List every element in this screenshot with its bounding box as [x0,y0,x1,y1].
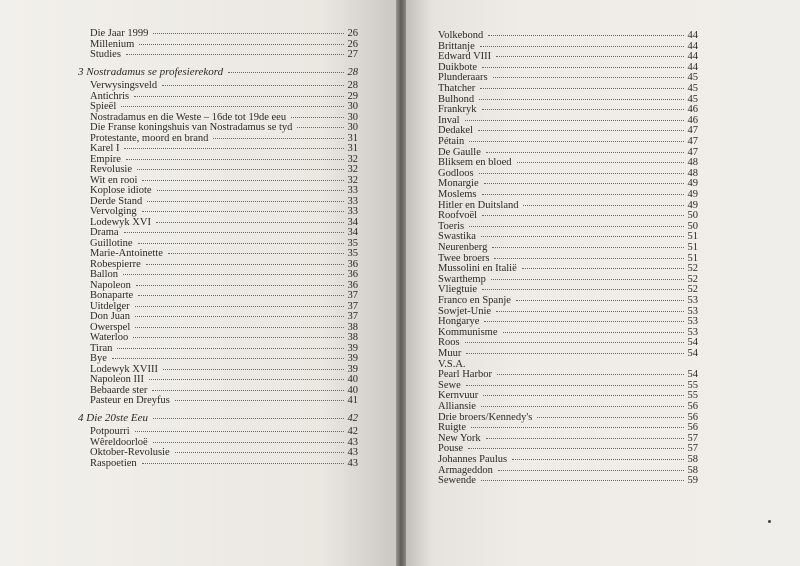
dot-leader [139,44,343,45]
toc-entry-title: Sowjet-Unie [438,305,492,317]
dot-leader [484,321,683,322]
dot-leader [480,46,684,47]
dot-leader [135,327,343,328]
toc-entry-title: Hitler en Duitsland [438,199,519,211]
dot-leader [482,289,683,290]
toc-page-number: 48 [687,157,698,169]
toc-entry-title: Ballon [90,269,118,280]
dot-leader [156,222,344,223]
toc-page-number: 54 [687,337,698,349]
toc-page-number: 26 [347,38,358,50]
dot-leader [121,106,343,107]
dot-leader [117,348,343,349]
toc-page-number: 52 [687,273,698,285]
toc-page-number: 47 [687,136,698,147]
book-gutter [396,0,406,566]
toc-page-number: 53 [687,295,698,306]
toc-entry-title: Verwysingsveld [90,80,158,91]
dot-leader [136,285,344,286]
toc-page-number: 33 [347,195,358,207]
toc-page-number: 55 [687,390,698,402]
dot-leader [146,264,344,265]
toc-entry-title: Drama [90,227,119,238]
dot-leader [482,109,684,110]
toc-entry-title: 3 Nostradamus se profesierekord [78,65,224,78]
dot-leader [494,258,683,259]
toc-page-number: 53 [687,316,698,328]
toc-entry-title: Pétain [438,136,465,147]
toc-page-number: 50 [687,210,698,222]
toc-entry-title: Kommunisme [438,326,498,338]
toc-page-number: 46 [687,104,698,116]
toc-entry-title: Toeris [438,220,465,232]
dot-leader [523,205,683,206]
toc-entry-title: Bebaarde ster [90,384,148,396]
dot-leader [152,390,343,391]
toc-page-number: 32 [347,164,358,175]
toc-entry-title: Wêreldoorloë [90,436,148,448]
toc-entry-title: Plunderaars [438,72,488,84]
toc-page-number: 33 [347,206,358,217]
toc-entry-title: Nostradamus en die Weste – 16de tot 19de eeu [90,111,287,123]
dot-leader [135,431,344,432]
toc-entry-title: Armageddon [438,464,493,476]
dot-leader [493,77,684,78]
dot-leader [481,480,684,481]
toc-page-number: 56 [687,401,698,412]
dot-leader [134,96,343,97]
toc-entry-title: Tiran [90,342,113,354]
toc-entry-title: Roofvoël [438,210,478,222]
toc-page-number: 29 [347,90,358,102]
dot-leader [138,295,343,296]
toc-entry-title: Bye [90,353,107,364]
toc-page-number: 49 [687,178,698,190]
toc-entry-title: Pouse [438,443,464,455]
dot-leader [168,253,344,254]
toc-entry-title: Marie-Antoinette [90,248,163,259]
toc-entry [90,395,358,407]
dot-leader [135,316,344,317]
right-page [400,0,800,566]
toc-entry-title: Mussolini en Italië [438,263,517,275]
toc-page-number: 32 [347,153,358,165]
toc-entry-title: Oktober-Revolusie [90,447,170,458]
toc-page-number: 39 [347,353,358,364]
toc-page-number: 51 [687,252,698,264]
toc-page-number: 35 [347,237,358,249]
toc-page-number: 44 [687,61,698,73]
toc-page-number: 37 [347,300,358,312]
toc-chapter-entry [78,66,358,79]
toc-entry-title: Muur [438,348,462,359]
toc-page-number: 54 [687,348,698,359]
toc-entry-title: Alliansie [438,401,476,412]
toc-page-number: 53 [687,305,698,317]
toc-page-number: 40 [347,374,358,385]
dot-leader [517,162,684,163]
toc-page-number: 42 [347,426,358,437]
dot-leader [492,247,683,248]
toc-entry-title: Vervolging [90,206,137,217]
toc-chapter-entry [78,412,358,425]
dot-leader [516,300,684,301]
toc-entry-title: Lodewyk XVI [90,216,151,228]
toc-entry-title: Inval [438,114,460,126]
toc-page-number: 50 [687,220,698,232]
toc-entry-title: Revolusie [90,164,132,175]
dot-leader [126,54,344,55]
dot-leader [149,379,344,380]
toc-entry-title: Owerspel [90,321,131,333]
dot-leader [484,183,684,184]
toc-entry-title: New York [438,432,481,444]
toc-page-number: 45 [687,83,698,94]
toc-entry-title: Karel I [90,143,120,154]
toc-entry-title: Potpourri [90,426,130,437]
toc-page-number: 48 [687,167,698,179]
toc-entry-title: Godloos [438,167,474,179]
toc-entry-title: Sewe [438,379,461,391]
toc-entry-title: V.S.A. [438,358,466,370]
toc-page-number: 37 [347,311,358,322]
toc-page-number: 57 [687,443,698,455]
toc-page-number: 30 [347,101,358,112]
toc-page-number: 58 [687,454,698,465]
dot-leader [112,358,344,359]
toc-entry-title: Kernvuur [438,390,479,402]
toc-page-number: 44 [687,51,698,63]
dot-leader [481,406,684,407]
toc-entry-title: Derde Stand [90,195,143,207]
dot-leader [498,470,684,471]
toc-entry-title: Koplose idiote [90,185,152,196]
toc-entry-title: De Gaulle [438,146,481,158]
toc-entry-title: Napoleon III [90,374,144,385]
toc-page-number: 43 [347,447,358,458]
dot-leader [496,311,683,312]
toc-entry-title: Dedakel [438,125,473,137]
toc-entry-title: Franco en Spanje [438,295,511,306]
dot-leader [478,130,684,131]
toc-page-number: 37 [347,290,358,301]
dot-leader [124,232,344,233]
dot-leader [522,268,684,269]
toc-page-number: 38 [347,321,358,333]
toc-page-number: 49 [687,199,698,211]
dot-leader [126,159,344,160]
toc-entry-title: Napoleon [90,279,131,291]
toc-page-number: 47 [687,125,698,137]
dot-leader [153,442,344,443]
toc-entry-title: Wit en rooi [90,174,138,186]
toc-entry-title: Duikbote [438,61,478,73]
toc-page-number: 27 [347,49,358,60]
dot-leader [469,226,683,227]
dot-leader [479,173,684,174]
dot-leader [157,190,344,191]
toc-page-number: 31 [347,132,358,144]
toc-entry-title: Ruigte [438,422,466,434]
toc-entry-title: Bulhond [438,93,475,105]
dot-leader [482,67,683,68]
toc-page-number: 55 [687,379,698,391]
toc-entry-title: Robespierre [90,258,141,270]
toc-entry-title: Bonaparte [90,290,134,301]
dot-leader [497,374,684,375]
toc-entry-title: Bliksem en bloed [438,157,512,169]
dot-leader [503,332,684,333]
dot-leader [479,99,683,100]
toc-page-number: 47 [687,146,698,158]
toc-page-number: 56 [687,411,698,423]
toc-entry-title: Die Franse koningshuis van Nostradamus se tyd [90,122,293,133]
toc-page-number: 49 [687,189,698,200]
toc-entry-title: Spieël [90,101,117,112]
toc-page-number: 57 [687,432,698,444]
toc-page-number: 54 [687,369,698,381]
dot-leader [488,35,683,36]
toc-entry-title: Millenium [90,38,135,50]
dot-leader [468,448,683,449]
toc-page-number: 52 [687,284,698,296]
stray-mark [768,520,771,523]
dot-leader [175,400,344,401]
dot-leader [163,369,344,370]
toc-entry-title: Don Juan [90,311,130,322]
toc-page-number: 36 [347,269,358,280]
toc-entry-title: Volkebond [438,30,484,41]
toc-entry-title: Swastika [438,231,476,243]
dot-leader [486,438,684,439]
toc-entry-title: Raspoetien [90,457,137,469]
toc-page-number: 38 [347,332,358,343]
dot-leader [138,243,344,244]
toc-page-number: 28 [347,80,358,91]
toc-entry-title: Sewende [438,475,476,487]
dot-leader [175,452,344,453]
toc-page-number: 45 [687,72,698,84]
toc-page-number: 58 [687,464,698,476]
toc-page-number: 36 [347,258,358,270]
toc-entry-title: Empire [90,153,121,165]
toc-page-number: 42 [347,412,358,424]
toc-entry-title: Johannes Paulus [438,454,508,465]
toc-entry-title: Monargie [438,178,479,190]
toc-page-number: 34 [347,227,358,238]
toc-page-number: 40 [347,384,358,396]
dot-leader [482,215,683,216]
toc-page-number: 31 [347,143,358,154]
dot-leader [137,169,344,170]
dot-leader [480,88,683,89]
dot-leader [135,306,344,307]
dot-leader [147,201,343,202]
dot-leader [537,417,683,418]
toc-page-number: 44 [687,40,698,52]
toc-page-number: 33 [347,185,358,196]
toc-page-number: 59 [687,475,698,487]
toc-entry-title: Roos [438,337,460,349]
dot-leader [482,194,684,195]
toc-page-number: 45 [687,93,698,105]
dot-leader [142,211,344,212]
toc-entry-title: Antichris [90,90,130,102]
dot-leader [291,117,343,118]
toc-entry-title: Waterloo [90,332,129,343]
toc-page-number: 28 [347,66,358,78]
toc-entry-title: Neurenberg [438,242,488,253]
toc-entry-title: 4 Die 20ste Eeu [78,411,148,424]
dot-leader [133,337,343,338]
toc-page-number: 35 [347,248,358,259]
dot-leader [491,279,684,280]
dot-leader [213,138,343,139]
toc-entry-title: Protestante, moord en brand [90,132,209,144]
toc-entry-title: Twee broers [438,252,490,264]
toc-entry-title: Vliegtuie [438,284,478,296]
toc-page-number: 32 [347,174,358,186]
dot-leader [466,385,684,386]
dot-leader [465,342,684,343]
dot-leader [481,236,684,237]
dot-leader [297,127,343,128]
toc-page-number: 46 [687,114,698,126]
dot-leader [142,463,344,464]
toc-entry-title: Lodewyk XVIII [90,363,158,375]
toc-page-number: 39 [347,342,358,354]
toc-entry-title: Edward VIII [438,51,492,63]
dot-leader [512,459,683,460]
dot-leader [162,85,343,86]
toc-page-number: 30 [347,122,358,133]
toc-page-number: 41 [347,395,358,406]
toc-page-number: 51 [687,231,698,243]
toc-entry-title: Brittanje [438,40,475,52]
dot-leader [471,427,684,428]
toc-page-number: 43 [347,436,358,448]
toc-entry-title: Swarthemp [438,273,486,285]
dot-leader [142,180,343,181]
toc-entry-title: Guillotine [90,237,133,249]
toc-entry-title: Die Jaar 1999 [90,28,149,39]
toc-entry-title: Hongarye [438,316,480,328]
toc-page-number: 53 [687,326,698,338]
toc-entry-title: Frankryk [438,104,477,116]
toc-page-number: 51 [687,242,698,253]
toc-page-number: 36 [347,279,358,291]
dot-leader [469,141,683,142]
toc-page-number: 39 [347,363,358,375]
toc-entry [438,475,698,487]
toc-entry-title: Pearl Harbor [438,369,492,381]
toc-page-number: 30 [347,111,358,123]
toc-page-number: 26 [347,28,358,39]
toc-page-number: 56 [687,422,698,434]
dot-leader [483,395,683,396]
dot-leader [124,148,343,149]
dot-leader [153,33,343,34]
dot-leader [466,353,683,354]
dot-leader [123,274,344,275]
dot-leader [486,152,684,153]
toc-entry-title: Uitdelger [90,300,130,312]
dot-leader [153,418,344,419]
toc-entry-title: Moslems [438,189,477,200]
toc-entry [90,49,358,61]
toc-page-number: 44 [687,30,698,41]
toc-page-number: 43 [347,457,358,469]
toc-entry [90,458,358,470]
toc-entry-title: Drie broers/Kennedy's [438,411,533,423]
toc-entry-title: Pasteur en Dreyfus [90,395,170,406]
dot-leader [465,120,684,121]
dot-leader [496,56,683,57]
toc-page-number: 34 [347,216,358,228]
toc-entry-title: Studies [90,49,121,60]
dot-leader [228,72,343,73]
toc-entry-title: Thatcher [438,83,476,94]
toc-page-number: 52 [687,263,698,275]
